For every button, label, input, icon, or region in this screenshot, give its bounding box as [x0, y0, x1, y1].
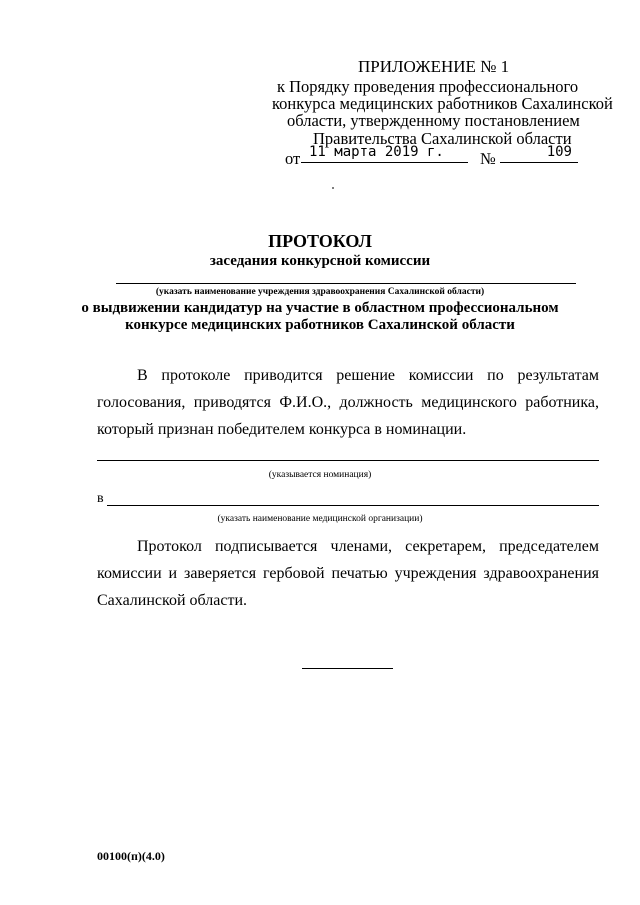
date-from-label: от: [285, 149, 301, 168]
in-label: в: [97, 491, 104, 506]
appendix-line-2: конкурса медицинских работников Сахалинской: [272, 94, 613, 113]
appendix-title: ПРИЛОЖЕНИЕ № 1: [358, 57, 510, 76]
nomination-caption: (указывается номинация): [268, 470, 372, 480]
document-code: 00100(п)(4.0): [97, 849, 165, 863]
appendix-line-1: к Порядку проведения профессионального: [277, 77, 579, 96]
organization-fill-line: [107, 505, 599, 506]
protocol-subject-line-1: о выдвижении кандидатур на участие в областном профессиональном: [81, 300, 559, 316]
scan-speck: [332, 187, 334, 189]
institution-caption: (указать наименование учреждения здравоохранения Сахалинской области): [155, 287, 485, 297]
appendix-line-3: области, утвержденному постановлением: [287, 111, 580, 130]
body-paragraph-1: В протоколе приводится решение комиссии по результатам голосования, приводятся Ф.И.О., должность медицинского работника, который признан победителем конкурса в номинации.: [97, 367, 599, 438]
nomination-fill-line: [97, 460, 599, 461]
number-sign-label: №: [480, 149, 496, 168]
resolution-number-field: 109: [500, 144, 578, 163]
resolution-date-field: 11 марта 2019 г.: [301, 144, 468, 163]
organization-caption: (указать наименование медицинской организации): [217, 514, 423, 524]
protocol-subject-line-2: конкурсе медицинских работников Сахалинской области: [125, 317, 515, 333]
end-of-document-rule: [302, 668, 393, 669]
protocol-title: ПРОТОКОЛ: [268, 231, 372, 251]
protocol-subtitle: заседания конкурсной комиссии: [209, 253, 431, 269]
appendix-line-4: Правительства Сахалинской области: [313, 129, 572, 148]
body-paragraph-2: Протокол подписывается членами, секретарем, председателем комиссии и заверяется гербовой печатью учреждения здравоохранения Сахалинской области.: [97, 538, 599, 609]
institution-fill-line: [116, 283, 576, 284]
